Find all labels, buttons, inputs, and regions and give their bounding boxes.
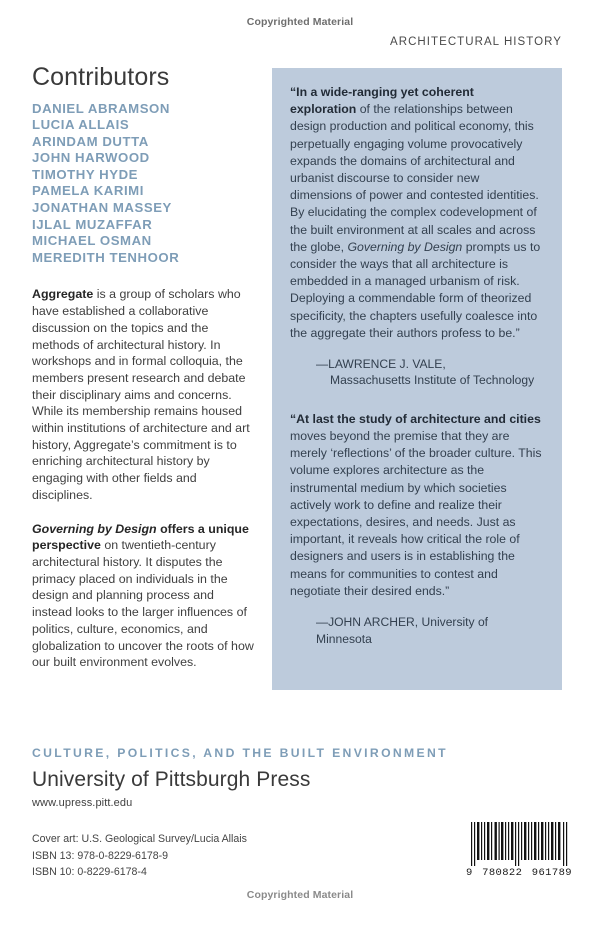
description-paragraph-aggregate — [32, 286, 254, 503]
blurb-quote-vale — [290, 84, 542, 342]
barcode-right-group: 961789 — [531, 867, 572, 879]
list-item: MICHAEL OSMAN — [32, 233, 152, 249]
contributors-list — [32, 101, 254, 267]
series-title: CULTURE, POLITICS, AND THE BUILT ENVIRONMENT — [32, 746, 448, 760]
category-kicker: ARCHITECTURAL HISTORY — [390, 36, 562, 48]
list-item: LUCIA ALLAIS — [32, 117, 130, 133]
publisher-name: University of Pittsburgh Press — [32, 768, 311, 791]
blurb-vale-before-italic: of the relationships between design production and political economy, this perpetually engaging volume provocatively expands the domains of architectural and urbanist discourse to consider new dimensions of power and contested identities. By elucidating the complex codevelopment of the built environment at all scales and across the globe, — [290, 102, 539, 254]
barcode-left-group: 780822 — [482, 867, 523, 879]
copyrighted-material-top: Copyrighted Material — [246, 16, 354, 28]
left-column — [32, 64, 254, 671]
blurb-vale-author: —LAWRENCE J. VALE, — [316, 357, 446, 372]
barcode-lead-digit: 9 — [466, 867, 473, 879]
blurb-vale-attribution — [290, 356, 542, 389]
blurb-archer-body: moves beyond the premise that they are merely ‘reflections’ of the broader culture. This volume explores architecture as the instrumental medium by which societies actively work to define and realize their expectations, desires, and needs. Just as important, it reveals how critical the role of designers and users is in establishing the means for communities to contest and negotiate their desired ends.” — [290, 429, 542, 598]
barcode-bars-icon — [466, 822, 572, 866]
contributors-heading: Contributors — [32, 63, 170, 91]
list-item: DANIEL ABRAMSON — [32, 100, 170, 116]
copyrighted-material-bottom: Copyrighted Material — [246, 889, 354, 901]
cover-art-credit: Cover art: U.S. Geological Survey/Lucia Allais — [32, 833, 247, 845]
blurb-separator — [290, 389, 542, 411]
isbn-13: ISBN 13: 978-0-8229-6178-9 — [32, 849, 169, 862]
aggregate-lead: Aggregate — [32, 287, 94, 302]
blurb-archer-lead: “At last the study of architecture and cities — [290, 411, 541, 426]
list-item: IJLAL MUZAFFAR — [32, 216, 153, 232]
blurb-vale-institution: Massachusetts Institute of Technology — [330, 373, 535, 388]
publisher-url[interactable]: www.upress.pitt.edu — [32, 797, 133, 809]
list-item: TIMOTHY HYDE — [32, 166, 139, 182]
blurb-panel — [272, 68, 562, 690]
barcode — [466, 822, 572, 879]
list-item: ARINDAM DUTTA — [32, 133, 149, 149]
book-bold-lead: offers a unique perspective — [32, 521, 249, 553]
blurb-vale-after-italic: prompts us to consider the ways that all architecture is embedded in a managed urbanism of risk. Deploying a commendable form of theorized specificity, the chapters usefully coalesce into the aggregate their authors profess to be.” — [290, 239, 541, 340]
blurb-archer-attribution: —JOHN ARCHER, University of Minnesota — [316, 615, 489, 646]
list-item: JOHN HARWOOD — [32, 150, 150, 166]
barcode-digits — [466, 867, 572, 879]
isbn-10: ISBN 10: 0-8229-6178-4 — [32, 866, 147, 878]
aggregate-body: is a group of scholars who have established a collaborative discussion on the topics and the methods of architectural history. In workshops and in formal colloquia, the members present research and debate their disciplinary aims and concerns. While its membership remains housed within institutions of architecture and art history, Aggregate’s commitment is to enriching architectural history by engaging with other fields and disciplines. — [32, 287, 250, 502]
blurb-quote-archer — [290, 411, 542, 600]
list-item: PAMELA KARIMI — [32, 183, 144, 199]
book-body: on twentieth-century architectural history. It disputes the primacy placed on individuals in the design and planning process and instead looks to the larger influences of politics, culture, economics, and globalization to uncover the roots of how our built environment evolves. — [32, 538, 254, 670]
blurb-vale-lead: “In a wide-ranging yet coherent exploration — [290, 85, 474, 117]
book-title-italic: Governing by Design — [32, 521, 157, 536]
list-item: MEREDITH TENHOOR — [32, 249, 180, 265]
list-item: JONATHAN MASSEY — [32, 200, 172, 216]
blurb-vale-italic-title: Governing by Design — [347, 239, 463, 254]
description-paragraph-book — [32, 521, 254, 671]
colophon-block — [32, 831, 247, 881]
